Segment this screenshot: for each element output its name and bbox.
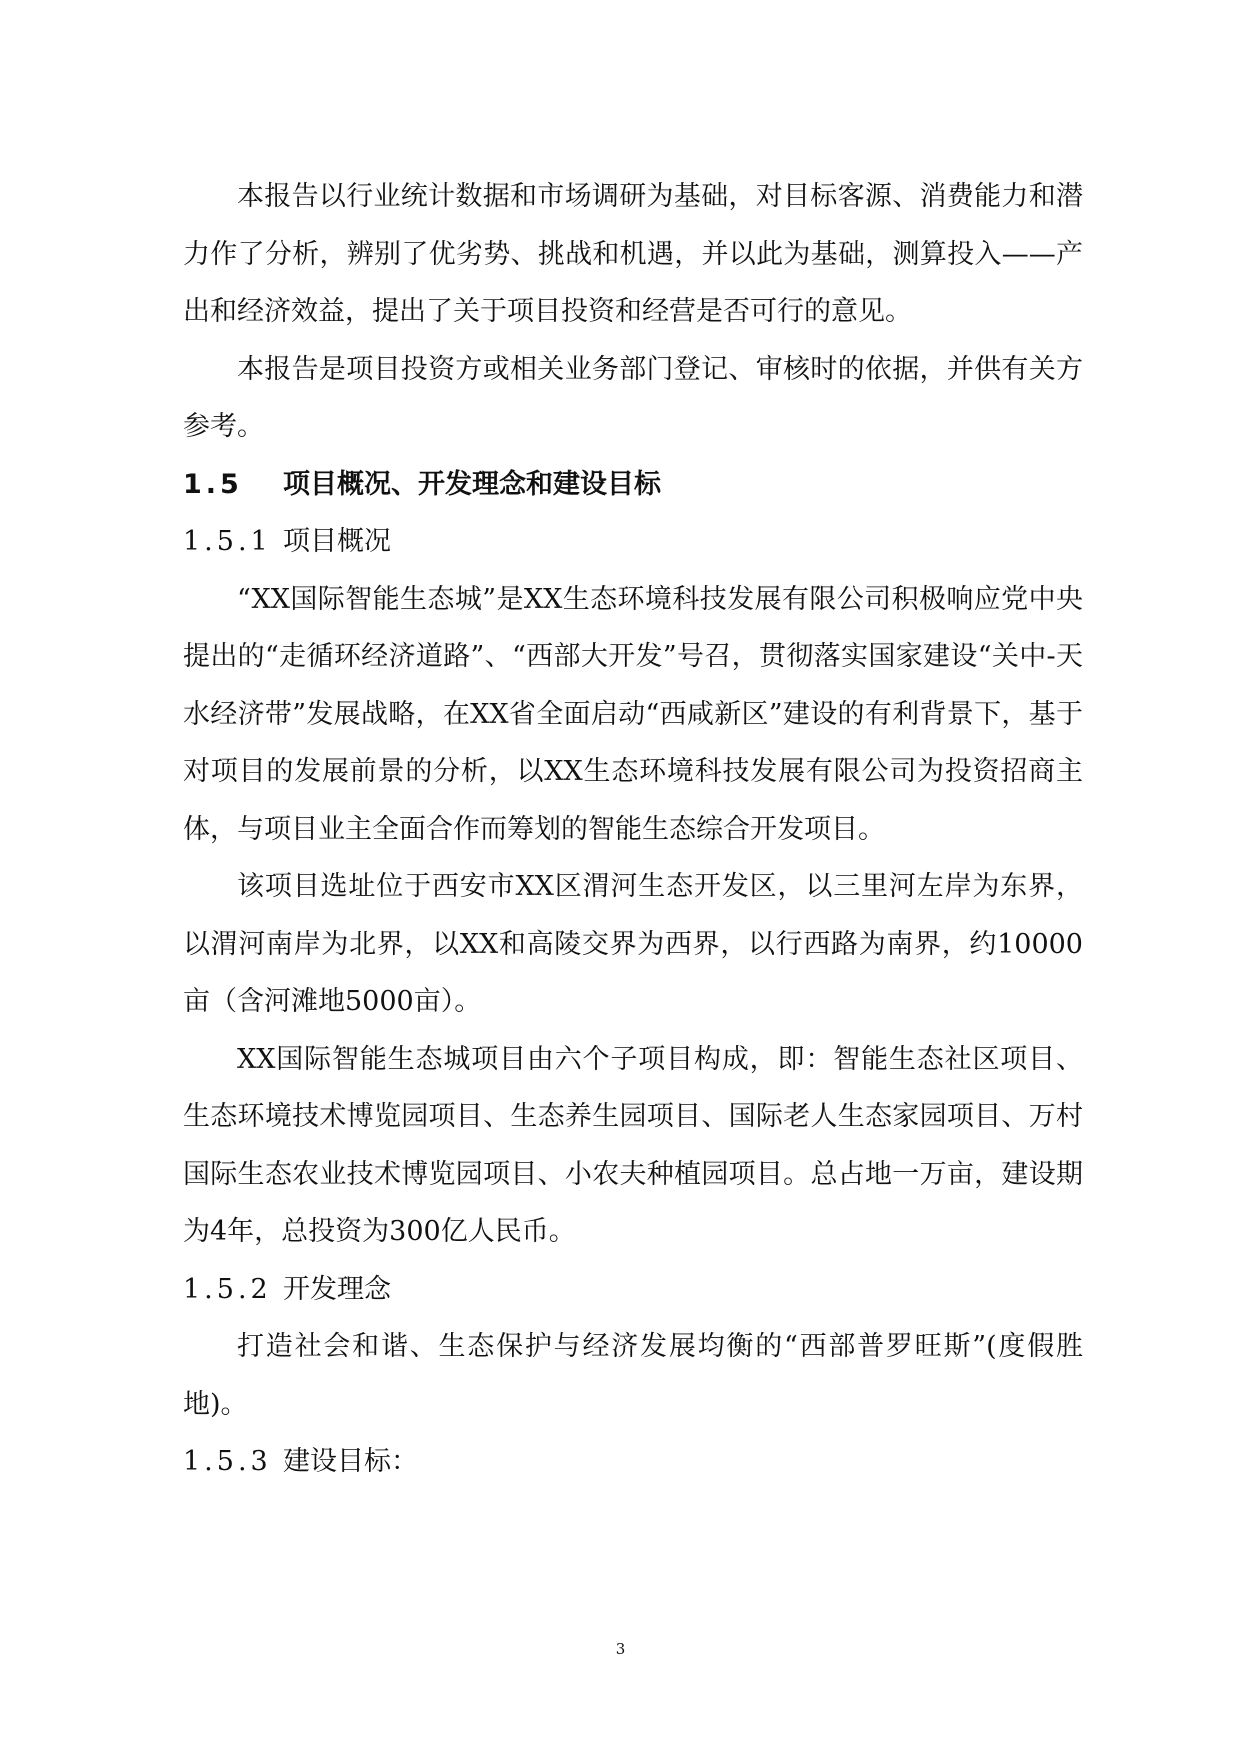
- subsection-heading-1: [183, 513, 1083, 571]
- page-content: [183, 168, 1083, 1491]
- subsection-title: 开发理念: [283, 1273, 391, 1305]
- subsection-number: 1.5.1: [183, 526, 272, 557]
- overview-paragraph-1: “XX国际智能生态城”是XX生态环境科技发展有限公司积极响应党中央提出的“走循环经济道路”、“西部大开发”号召，贯彻落实国家建设“关中-天水经济带”发展战略，在XX省全面启动“西咸新区”建设的有利背景下，基于对项目的发展前景的分析，以XX生态环境科技发展有限公司为投资招商主体，与项目业主全面合作而筹划的智能生态综合开发项目。: [183, 583, 1083, 845]
- intro-paragraph-1: 本报告以行业统计数据和市场调研为基础，对目标客源、消费能力和潜力作了分析，辨别了优劣势、挑战和机遇，并以此为基础，测算投入——产出和经济效益，提出了关于项目投资和经营是否可行的意见。: [183, 181, 1083, 327]
- subsection-number: 1.5.2: [183, 1273, 272, 1305]
- overview-paragraph-3: XX国际智能生态城项目由六个子项目构成，即：智能生态社区项目、生态环境技术博览园项目、生态养生园项目、国际老人生态家园项目、万村国际生态农业技术博览园项目、小农夫种植园项目。总占地一万亩，建设期为4年，总投资为300亿人民币。: [183, 1043, 1083, 1247]
- section-number: 1.5: [183, 468, 243, 500]
- concept-paragraph: 打造社会和谐、生态保护与经济发展均衡的“西部普罗旺斯”(度假胜地)。: [183, 1331, 1083, 1420]
- section-heading: [183, 456, 1083, 514]
- subsection-title: 建设目标：: [283, 1446, 418, 1477]
- subsection-title: 项目概况: [283, 526, 391, 557]
- subsection-heading-3: [183, 1433, 1083, 1491]
- page-number: 3: [615, 1640, 626, 1658]
- subsection-heading-2: [183, 1261, 1083, 1319]
- overview-paragraph-2: 该项目选址位于西安市XX区渭河生态开发区，以三里河左岸为东界，以渭河南岸为北界，以XX和高陵交界为西界，以行西路为南界，约10000亩（含河滩地5000亩）。: [183, 871, 1083, 1017]
- intro-paragraph-2: 本报告是项目投资方或相关业务部门登记、审核时的依据，并供有关方参考。: [183, 353, 1083, 442]
- subsection-number: 1.5.3: [183, 1446, 272, 1477]
- section-title: 项目概况、开发理念和建设目标: [283, 468, 661, 500]
